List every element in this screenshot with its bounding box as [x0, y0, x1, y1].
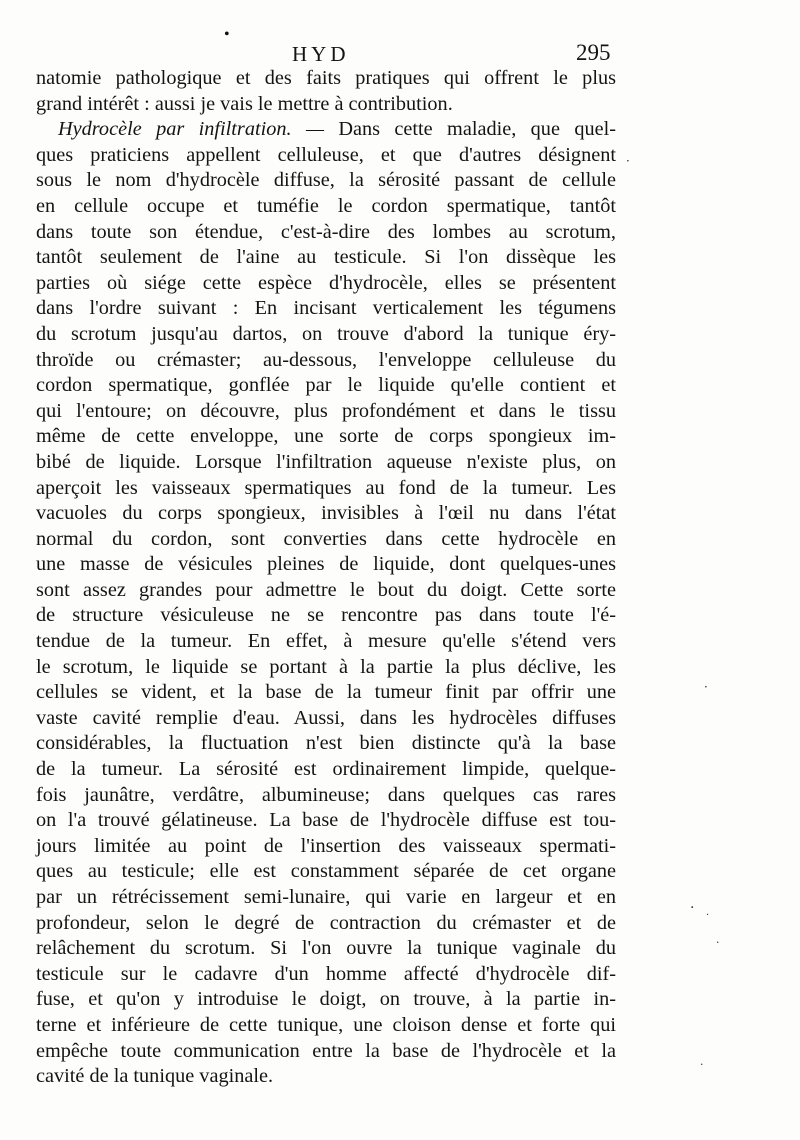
body-text	[36, 66, 616, 1090]
text-line: tantôt seulement de l'aine au testicule. Si l'on dissèque les	[36, 246, 616, 269]
text-line: relâchement du scrotum. Si l'on ouvre la tunique vaginale du	[36, 937, 616, 960]
ink-speck: ·	[690, 900, 695, 916]
text-line: en cellule occupe et tuméfie le cordon spermatique, tantôt	[36, 194, 616, 217]
text-line: vacuoles du corps spongieux, invisibles à l'œil nu dans l'état	[36, 502, 616, 525]
page-number: 295	[576, 40, 611, 65]
text-line: de la tumeur. La sérosité est ordinairement limpide, quelque-	[36, 758, 616, 781]
text-line: ques praticiens appellent celluleuse, et que d'autres désignent	[36, 143, 616, 166]
text-line: bibé de liquide. Lorsque l'infiltration aqueuse n'existe plus, on	[36, 450, 616, 473]
text-line: grand intérêt : aussi je vais le mettre à contribution.	[36, 92, 453, 115]
text-line: de structure vésiculeuse ne se rencontre pas dans toute l'é-	[36, 604, 616, 627]
text-line: testicule sur le cadavre d'un homme affecté d'hydrocèle dif-	[36, 962, 616, 985]
text-line: terne et inférieure de cette tunique, une cloison dense et forte qui	[36, 1013, 616, 1036]
text-line: vaste cavité remplie d'eau. Aussi, dans les hydrocèles diffuses	[36, 706, 616, 729]
text-line: une masse de vésicules pleines de liquide, dont quelques-unes	[36, 553, 616, 576]
text-line: natomie pathologique et des faits pratiques qui offrent le plus	[36, 67, 616, 89]
running-title: HYD	[292, 42, 350, 66]
header-mark: •	[224, 26, 230, 43]
text-line: sous le nom d'hydrocèle diffuse, la sérosité passant de cellule	[36, 169, 616, 192]
text-line: cavité de la tunique vaginale.	[36, 1065, 274, 1088]
text-line: fuse, et qu'on y introduise le doigt, on trouve, à la partie in-	[36, 988, 616, 1011]
text-line-rest: Dans cette maladie, que quel-	[338, 118, 616, 141]
text-line: sont assez grandes pour admettre le bout du doigt. Cette sorte	[36, 578, 616, 601]
text-line: throïde ou crémaster; au-dessous, l'enveloppe celluleuse du	[36, 348, 616, 371]
text-line: empêche toute communication entre la base de l'hydrocèle et la	[36, 1039, 616, 1062]
text-line: parties où siége cette espèce d'hydrocèle, elles se présentent	[36, 271, 616, 294]
ink-speck: ·	[716, 936, 720, 949]
text-line: même de cette enveloppe, une sorte de corps spongieux im-	[36, 425, 616, 448]
section-run-in-heading: Hydrocèle par infiltration. —	[58, 118, 324, 141]
text-line: tendue de la tumeur. En effet, à mesure qu'elle s'étend vers	[36, 630, 616, 653]
ink-speck: ·	[704, 680, 708, 694]
text-line: jours limitée au point de l'insertion des vaisseaux spermati-	[36, 834, 616, 857]
text-line: on l'a trouvé gélatineuse. La base de l'hydrocèle diffuse est tou-	[36, 809, 616, 832]
paragraph-first-line	[36, 117, 616, 143]
text-line: du scrotum jusqu'au dartos, on trouve d'abord la tunique éry-	[36, 322, 616, 345]
text-line: considérables, la fluctuation n'est bien distincte qu'à la base	[36, 732, 616, 755]
text-line: aperçoit les vaisseaux spermatiques au fond de la tumeur. Les	[36, 476, 616, 499]
ink-speck: ·	[626, 154, 630, 168]
text-line: dans toute son étendue, c'est-à-dire des lombes au scrotum,	[36, 220, 616, 243]
text-line: le scrotum, le liquide se portant à la partie la plus déclive, les	[36, 655, 616, 678]
text-line: fois jaunâtre, verdâtre, albumineuse; dans quelques cas rares	[36, 783, 616, 806]
text-line: par un rétrécissement semi-lunaire, qui varie en largeur et en	[36, 886, 616, 908]
text-line: dans l'ordre suivant : En incisant verticalement les tégumens	[36, 297, 616, 320]
text-line: cellules se vident, et la base de la tumeur finit par offrir une	[36, 681, 616, 704]
text-line: cordon spermatique, gonflée par le liquide qu'elle contient et	[36, 374, 616, 397]
text-line: qui l'entoure; on découvre, plus profondément et dans le tissu	[36, 399, 616, 422]
text-line: normal du cordon, sont converties dans cette hydrocèle en	[36, 527, 616, 550]
text-line: profondeur, selon le degré de contraction du crémaster et de	[36, 911, 616, 934]
ink-speck: ·	[706, 910, 710, 921]
ink-speck: ·	[700, 1058, 704, 1071]
text-line: ques au testicule; elle est constamment séparée de cet organe	[36, 860, 616, 883]
